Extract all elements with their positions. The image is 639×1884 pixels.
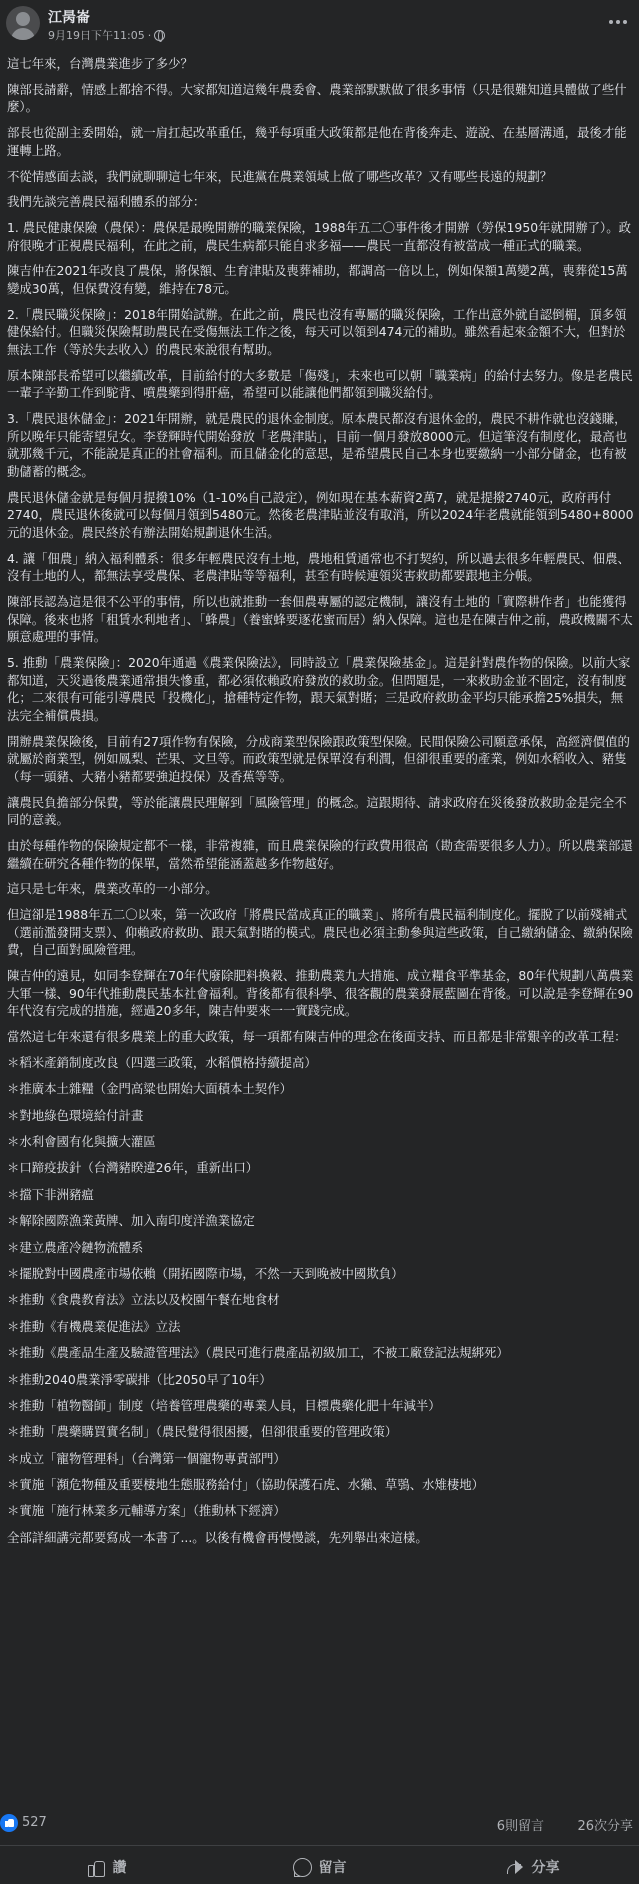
list-item: ＊擺脫對中國農產市場依賴（開拓國際市場，不然一天到晚被中國欺負） [7,1265,404,1281]
list-item: ＊解除國際漁業黃牌、加入南印度洋漁業協定 [7,1213,255,1229]
share-icon [506,1858,524,1876]
post-paragraph: 開辦農業保險後，目前有27項作物有保險，分成商業型保險跟政策型保險。民間保險公司願意承保，高經濟價值的就屬於商業型，例如鳳梨、芒果、文旦等。而政策型就是保單沒有利潤，但卻很重要的產業，例如水稻收入、豬隻（每一頭豬、大豬小豬都要強迫投保）及香蕉等等。 [7,733,630,784]
list-item: ＊推動2040農業淨零碳排（比2050早了10年） [7,1371,272,1387]
share-button[interactable] [426,1850,639,1884]
share-count[interactable]: 26次分享 [577,1819,633,1834]
post-paragraph: 3.「農民退休儲金」：2021年開辦，就是農民的退休金制度。原本農民都沒有退休金的，農民不耕作就也沒錢賺，所以晚年只能寄望兒女。李登輝時代開始發放「老農津貼」，目前一個月發放8000元。但這筆沒有制度化，最高也就那幾千元，不能說是真正的社會福利。而且儲金化的意思，是希望農民自己本身也要繳納一小部分儲金，也有被動儲蓄的概念。 [7,411,628,479]
post-paragraph: 4. 讓「佃農」納入福利體系：很多年輕農民沒有土地，農地租賃通常也不打契約，所以過去很多年輕農民、佃農、沒有土地的人，都無法享受農保、老農津貼等等福利，甚至有時候連領災害救助都要跟地主分帳。 [7,550,630,584]
action-bar [0,1850,639,1884]
list-item: ＊推廣本土雜糧（金門高粱也開始大面積本土契作） [7,1081,292,1097]
list-item: ＊推動「農藥購買實名制」（農民覺得很困擾，但卻很重要的管理政策） [7,1424,398,1440]
divider [0,1845,639,1846]
post-paragraph: 陳吉仲的遠見，如同李登輝在70年代廢除肥料換穀、推動農業九大措施、成立糧食平準基金，80年代規劃八萬農業大軍一樣、90年代推動農民基本社會福利。背後都有很科學、很客觀的農業發展藍圖在背後。可以說是李登輝在90年代沒有完成的措施，經過20多年，陳吉仲要來一一實踐完成。 [7,968,634,1019]
post-paragraph: 5. 推動「農業保險」：2020年通過《農業保險法》，同時設立「農業保險基金」。這是針對農作物的保險。以前大家都知道，天災過後農業通常損失慘重，都必須依賴政府發放的救助金。但問題是，一來救助金並不固定，沒有制度化；二來很有可能引導農民「投機化」，搶種特定作物，跟天氣對賭；三是政府救助金平均只能承擔25%損失，無法完全補償農損。 [7,655,631,723]
post-timestamp[interactable]: 9月19日下午11:05 [48,29,145,42]
list-item: ＊稻米產銷制度改良（四選三政策，水稻價格持續提高） [7,1054,317,1070]
like-button-label: 讚 [112,1860,127,1876]
post-paragraph: 但這卻是1988年五二〇以來，第一次政府「將農民當成真正的職業」、將所有農民福利制度化。擺脫了以前殘補式（選前濫發開支票）、仰賴政府救助、跟天氣對賭的模式。農民也必須主動參與這些政策，自己繳納儲金、繳納保險費，自己面對風險管理。 [7,907,633,958]
post-paragraph: 當然這七年來還有很多農業上的重大政策，每一項都有陳吉仲的理念在後面支持、而且都是非常艱辛的改革工程： [7,1029,627,1045]
comment-button[interactable] [213,1850,426,1884]
post-paragraph: 由於每種作物的保險規定都不一樣，非常複雜，而且農業保險的行政費用很高（勘查需要很多人力）。所以農業部還繼續在研究各種作物的保單，當然希望能涵蓋越多作物越好。 [7,837,633,871]
comment-icon [293,1858,311,1876]
avatar[interactable] [6,6,40,40]
list-item: ＊建立農產冷鏈物流體系 [7,1239,144,1255]
list-item: ＊擋下非洲豬瘟 [7,1186,94,1202]
post-content [7,55,635,1555]
share-button-label: 分享 [531,1860,560,1876]
list-item: ＊推動「植物醫師」制度（培養管理農藥的專業人員，目標農藥化肥十年減半） [7,1397,441,1413]
reform-list [7,1054,635,1520]
meta-separator: · [147,28,152,42]
more-options-icon[interactable] [607,14,629,30]
post-paragraph: 陳部長認為這是很不公平的事情，所以也就推動一套佃農專屬的認定機制，讓沒有土地的「實際耕作者」也能獲得保障。後來也將「租賃水利地者」、「蜂農」（養蜜蜂要逐花蜜而居）納入保障。這也是在陳吉仲之前，農政機關不太願意處理的事情。 [7,594,633,645]
post-paragraph: 不從情感面去談，我們就聊聊這七年來，民進黨在農業領域上做了哪些改革？又有哪些長遠的規劃？ [7,168,553,184]
like-button[interactable] [0,1850,213,1884]
post-paragraph: 陳部長請辭，情感上都捨不得。大家都知道這幾年農委會、農業部默默做了很多事情（只是很難知道具體做了些什麼）。 [7,81,627,115]
like-count[interactable]: 527 [22,1815,47,1830]
list-item: ＊實施「施行林業多元輔導方案」（推動林下經濟） [7,1503,286,1519]
post-stats [0,1812,639,1836]
avatar-body [11,28,35,40]
post-header [0,0,639,46]
post-paragraph: 2.「農民職災保險」：2018年開始試辦。在此之前，農民也沒有專屬的職災保險，工作出意外就自認倒楣，頂多領健保給付。但職災保險幫助農民在受傷無法工作之後，每天可以領到474元的補助。雖然看起來金額不大，但對於無法工作（等於失去收入）的農民來說很有幫助。 [7,306,627,358]
post-paragraph: 這七年來，台灣農業進步了多少？ [7,56,193,71]
thumbs-up-icon [87,1858,105,1876]
list-item: ＊推動《有機農業促進法》立法 [7,1318,181,1334]
list-item: ＊對地綠色環境給付計畫 [7,1107,144,1123]
post-paragraphs [7,55,635,1046]
list-item: ＊推動《食農教育法》立法以及校園午餐在地食材 [7,1292,280,1308]
list-item: ＊推動《農產品生產及驗證管理法》（農民可進行農產品初級加工，不被工廠登記法規綁死） [7,1345,509,1361]
list-item: ＊水利會國有化與擴大灌區 [7,1134,156,1150]
like-badge-icon[interactable] [0,1814,18,1832]
list-item: ＊成立「寵物管理科」（台灣第一個寵物專責部門） [7,1450,286,1466]
post-paragraph: 讓農民負擔部分保費，等於能讓農民理解到「風險管理」的概念。這跟期待、請求政府在災後發放救助金是完全不同的意義。 [7,794,627,828]
post-paragraph: 這只是七年來，農業改革的一小部分。 [7,881,218,897]
globe-icon[interactable] [154,30,165,41]
comment-count[interactable]: 6則留言 [496,1819,544,1834]
author-name[interactable]: 江昺崙 [48,10,90,26]
avatar-head [16,12,30,26]
post-closing: 全部詳細講完都要寫成一本書了...。以後有機會再慢慢談，先列舉出來這樣。 [7,1529,428,1545]
post-paragraph: 陳吉仲在2021年改良了農保，將保額、生育津貼及喪葬補助，都調高一倍以上，例如保額1萬變2萬，喪葬從15萬變成30萬，但保費沒有變，維持在78元。 [7,263,628,297]
post-paragraph: 1. 農民健康保險（農保）：農保是最晚開辦的職業保險，1988年五二〇事件後才開辦（勞保1950年就開辦了）。政府很晚才正視農民福利，在此之前，農民生病都只能自求多福——農民一直都沒有被當成一種正式的職業。 [7,220,632,253]
post-paragraph: 我們先談完善農民福利體系的部分： [7,194,206,210]
post-paragraph: 原本陳部長希望可以繼續改革，目前給付的大多數是「傷殘」，未來也可以朝「職業病」的給付去努力。像是老農民一輩子辛勤工作到駝背、噴農藥到得肝癌，希望可以能讓他們都領到職災給付。 [7,367,633,401]
post-paragraph: 農民退休儲金就是每個月提撥10%（1-10%自己設定），例如現在基本薪資2萬7，就是提撥2740元，政府再付2740，農民退休後就可以每個月領到5480元。然後老農津貼並沒有取消，所以2024年老農就能領到5480+8000元的退休金。農民終於有辦法開始規劃退休生活。 [7,489,634,540]
list-item: ＊口蹄疫拔針（台灣豬睽違26年，重新出口） [7,1160,259,1176]
list-item: ＊實施「瀕危物種及重要棲地生態服務給付」（協助保護石虎、水獺、草鴞、水雉棲地） [7,1477,485,1493]
post-meta [48,27,165,43]
post-paragraph: 部長也從副主委開始，就一肩扛起改革重任，幾乎每項重大政策都是他在背後奔走、遊說、在基層溝通，最後才能運轉上路。 [7,125,627,158]
comment-button-label: 留言 [318,1860,347,1876]
